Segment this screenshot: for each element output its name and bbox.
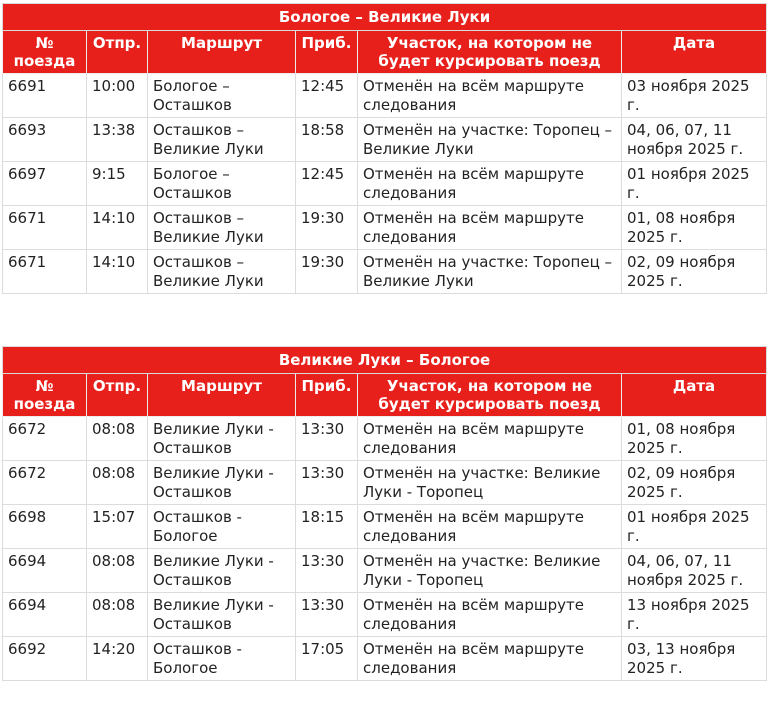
- table-velikie-luki-bologoe: [2, 346, 766, 681]
- table-title: Великие Луки – Бологое: [3, 347, 767, 374]
- schedule-table: [2, 3, 767, 294]
- cell-date: 01 ноября 2025 г.: [622, 505, 767, 549]
- cell-train-number: 6671: [3, 206, 87, 250]
- table-row: [3, 162, 767, 206]
- cell-arrival: 13:30: [296, 417, 358, 461]
- cell-section: Отменён на всём маршруте следования: [358, 74, 622, 118]
- header-date: Дата: [622, 374, 767, 417]
- header-arrival: Приб.: [296, 31, 358, 74]
- cell-route: Бологое – Осташков: [148, 74, 296, 118]
- header-departure: Отпр.: [87, 31, 148, 74]
- cell-departure: 13:38: [87, 118, 148, 162]
- cell-route: Великие Луки - Осташков: [148, 417, 296, 461]
- cell-route: Великие Луки - Осташков: [148, 549, 296, 593]
- header-departure: Отпр.: [87, 374, 148, 417]
- cell-train-number: 6694: [3, 549, 87, 593]
- cell-arrival: 18:58: [296, 118, 358, 162]
- header-route: Маршрут: [148, 374, 296, 417]
- cell-route: Великие Луки - Осташков: [148, 593, 296, 637]
- cell-section: Отменён на всём маршруте следования: [358, 162, 622, 206]
- cell-arrival: 12:45: [296, 162, 358, 206]
- cell-train-number: 6671: [3, 250, 87, 294]
- cell-train-number: 6693: [3, 118, 87, 162]
- table-row: [3, 461, 767, 505]
- cell-date: 03, 13 ноября 2025 г.: [622, 637, 767, 681]
- cell-train-number: 6672: [3, 461, 87, 505]
- table-row: [3, 206, 767, 250]
- header-date: Дата: [622, 31, 767, 74]
- cell-arrival: 13:30: [296, 549, 358, 593]
- header-arrival: Приб.: [296, 374, 358, 417]
- cell-route: Осташков - Бологое: [148, 637, 296, 681]
- cell-date: 04, 06, 07, 11 ноября 2025 г.: [622, 118, 767, 162]
- table-row: [3, 74, 767, 118]
- cell-arrival: 19:30: [296, 206, 358, 250]
- cell-section: Отменён на всём маршруте следования: [358, 593, 622, 637]
- table-row: [3, 593, 767, 637]
- table-row: [3, 637, 767, 681]
- cell-arrival: 17:05: [296, 637, 358, 681]
- table-row: [3, 417, 767, 461]
- cell-route: Осташков – Великие Луки: [148, 118, 296, 162]
- cell-date: 03 ноября 2025 г.: [622, 74, 767, 118]
- cell-departure: 15:07: [87, 505, 148, 549]
- cell-train-number: 6672: [3, 417, 87, 461]
- cell-arrival: 18:15: [296, 505, 358, 549]
- cell-section: Отменён на всём маршруте следования: [358, 206, 622, 250]
- header-section: Участок, на котором не будет курсировать поезд: [358, 31, 622, 74]
- table-row: [3, 549, 767, 593]
- table-bologoe-velikie-luki: [2, 3, 766, 294]
- cell-date: 01, 08 ноября 2025 г.: [622, 206, 767, 250]
- cell-train-number: 6697: [3, 162, 87, 206]
- cell-departure: 14:10: [87, 206, 148, 250]
- cell-section: Отменён на всём маршруте следования: [358, 505, 622, 549]
- cell-route: Великие Луки - Осташков: [148, 461, 296, 505]
- cell-date: 01, 08 ноября 2025 г.: [622, 417, 767, 461]
- table-row: [3, 118, 767, 162]
- header-train-number: № поезда: [3, 374, 87, 417]
- cell-departure: 14:20: [87, 637, 148, 681]
- cell-section: Отменён на участке: Торопец – Великие Луки: [358, 250, 622, 294]
- cell-date: 02, 09 ноября 2025 г.: [622, 461, 767, 505]
- table-row: [3, 505, 767, 549]
- cell-route: Бологое – Осташков: [148, 162, 296, 206]
- cell-arrival: 13:30: [296, 461, 358, 505]
- cell-arrival: 13:30: [296, 593, 358, 637]
- cell-departure: 08:08: [87, 417, 148, 461]
- cell-section: Отменён на участке: Торопец – Великие Луки: [358, 118, 622, 162]
- table-title: Бологое – Великие Луки: [3, 4, 767, 31]
- cell-date: 02, 09 ноября 2025 г.: [622, 250, 767, 294]
- cell-date: 13 ноября 2025 г.: [622, 593, 767, 637]
- cell-departure: 08:08: [87, 461, 148, 505]
- cell-section: Отменён на всём маршруте следования: [358, 637, 622, 681]
- schedule-table: [2, 346, 767, 681]
- cell-arrival: 19:30: [296, 250, 358, 294]
- header-train-number: № поезда: [3, 31, 87, 74]
- cell-section: Отменён на участке: Великие Луки - Торопец: [358, 549, 622, 593]
- cell-departure: 08:08: [87, 549, 148, 593]
- cell-train-number: 6692: [3, 637, 87, 681]
- cell-date: 01 ноября 2025 г.: [622, 162, 767, 206]
- cell-route: Осташков – Великие Луки: [148, 250, 296, 294]
- cell-train-number: 6694: [3, 593, 87, 637]
- header-route: Маршрут: [148, 31, 296, 74]
- cell-section: Отменён на всём маршруте следования: [358, 417, 622, 461]
- cell-departure: 9:15: [87, 162, 148, 206]
- cell-date: 04, 06, 07, 11 ноября 2025 г.: [622, 549, 767, 593]
- cell-route: Осташков – Великие Луки: [148, 206, 296, 250]
- cell-departure: 14:10: [87, 250, 148, 294]
- cell-train-number: 6691: [3, 74, 87, 118]
- cell-departure: 08:08: [87, 593, 148, 637]
- cell-train-number: 6698: [3, 505, 87, 549]
- cell-departure: 10:00: [87, 74, 148, 118]
- header-section: Участок, на котором не будет курсировать поезд: [358, 374, 622, 417]
- cell-arrival: 12:45: [296, 74, 358, 118]
- cell-section: Отменён на участке: Великие Луки - Торопец: [358, 461, 622, 505]
- table-row: [3, 250, 767, 294]
- cell-route: Осташков - Бологое: [148, 505, 296, 549]
